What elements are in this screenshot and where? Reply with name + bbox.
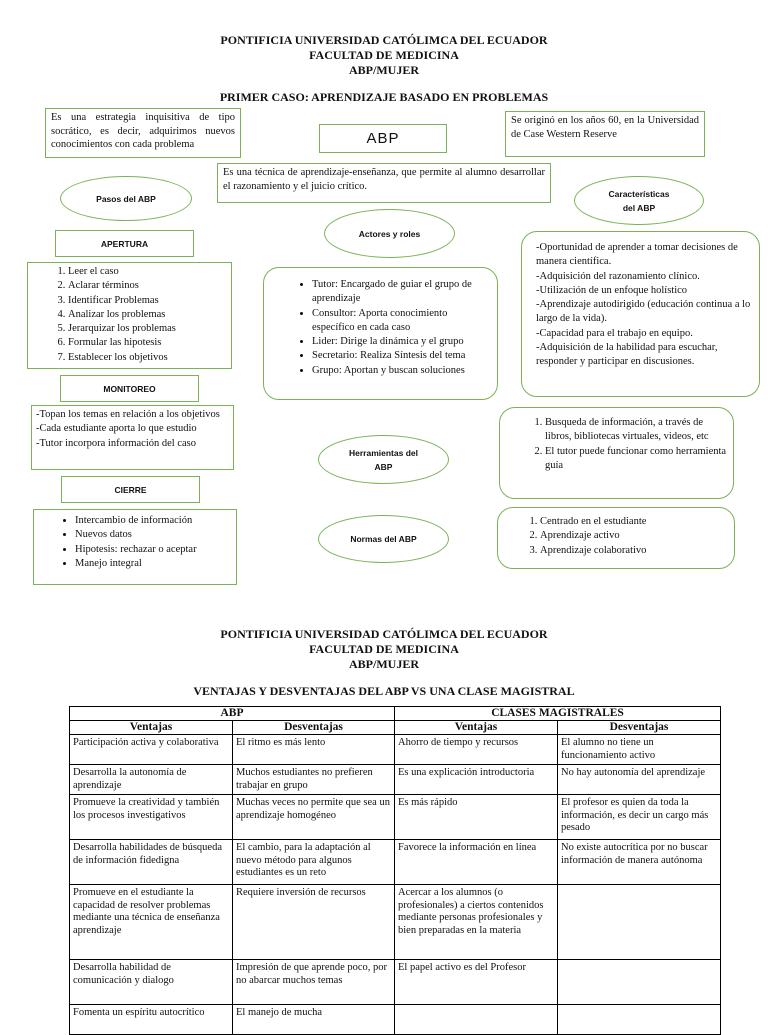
column-header: Desventajas — [558, 721, 721, 735]
table-cell: Desarrolla habilidad de comunicación y dialogo — [70, 960, 233, 1005]
table-cell: El profesor es quien da toda la información, es decir un cargo más pesado — [558, 795, 721, 840]
table-row — [70, 795, 721, 840]
comparison-table — [69, 706, 721, 1035]
caracteristicas-oval — [574, 176, 704, 225]
table-cell: Promueve en el estudiante la capacidad de resolver problemas mediante una técnica de enseñanza aprendizaje — [70, 885, 233, 960]
technique-text: Es una técnica de aprendizaje-enseñanza, que permite al alumno desarrollar el razonamiento y el juicio crítico. — [223, 167, 545, 192]
table-row — [70, 1005, 721, 1035]
table-cell: El papel activo es del Profesor — [395, 960, 558, 1005]
actores-oval-label: Actores y roles — [358, 228, 421, 239]
caracteristica-line: -Adquisición del razonamiento clínico. — [536, 270, 700, 282]
page-title: PRIMER CASO: APRENDIZAJE BASADO EN PROBLEMAS — [219, 90, 549, 104]
origin-box — [505, 111, 705, 157]
table-cell: Es una explicación introductoria — [395, 765, 558, 795]
table-cell: Desarrolla la autonomía de aprendizaje — [70, 765, 233, 795]
list-item: • Hipotesis: rechazar o aceptar — [75, 543, 232, 557]
cierre-label: CIERRE — [114, 484, 147, 495]
university-heading: PONTIFICIA UNIVERSIDAD CATÓLIMCA DEL ECUADOR — [220, 33, 548, 47]
table-group-header — [70, 707, 721, 721]
table-cell: No hay autonomía del aprendizaje — [558, 765, 721, 795]
apertura-list — [68, 265, 227, 365]
monitoreo-line: -Cada estudiante aporta lo que estudio — [36, 423, 197, 435]
list-item: 5. Jerarquizar los problemas — [68, 322, 227, 336]
caracteristica-line: -Utilización de un enfoque holístico — [536, 284, 688, 296]
herramientas-list — [545, 416, 727, 473]
table-column-header — [70, 721, 721, 735]
table-cell — [395, 1005, 558, 1035]
table-row — [70, 765, 721, 795]
pasos-oval-label: Pasos del ABP — [96, 193, 156, 204]
list-item: 1. Leer el caso — [68, 265, 227, 279]
table-cell — [558, 960, 721, 1005]
table-cell: Muchos estudiantes no prefieren trabajar en grupo — [233, 765, 395, 795]
faculty-heading-2: FACULTAD DE MEDICINA — [309, 642, 459, 656]
table-cell: El manejo de mucha — [233, 1005, 395, 1035]
pasos-oval — [60, 176, 192, 221]
cierre-list-box — [33, 509, 237, 585]
course-heading-2: ABP/MUJER — [349, 657, 419, 671]
monitoreo-line: -Tutor incorpora información del caso — [36, 437, 196, 449]
abp-center-box — [319, 124, 447, 153]
technique-box — [217, 163, 551, 203]
caracteristica-line: -Adquisición de la habilidad para escuchar, responder y participar en discusiones. — [536, 342, 718, 368]
table-cell: Ahorro de tiempo y recursos — [395, 735, 558, 765]
list-item: • Tutor: Encargado de guiar el grupo de aprendizaje — [312, 278, 489, 307]
monitoreo-box — [31, 405, 234, 470]
list-item: • Lider: Dirige la dinámica y el grupo — [312, 335, 489, 349]
table-cell: Promueve la creatividad y también los procesos investigativos — [70, 795, 233, 840]
apertura-label: APERTURA — [100, 238, 149, 249]
list-item: 3. Aprendizaje colaborativo — [540, 544, 728, 558]
actores-list — [312, 278, 489, 378]
table-cell: Requiere inversión de recursos — [233, 885, 395, 960]
apertura-label-box — [55, 230, 194, 257]
list-item: 1. Centrado en el estudiante — [540, 515, 728, 529]
list-item: 7. Establecer los objetivos — [68, 351, 227, 365]
caracteristicas-oval-label: Características del ABP — [608, 188, 670, 213]
apertura-list-box — [27, 262, 232, 369]
list-item: • Nuevos datos — [75, 528, 232, 542]
table-row — [70, 960, 721, 1005]
list-item: 2. El tutor puede funcionar como herramienta guía — [545, 445, 727, 474]
cierre-list — [75, 514, 232, 571]
table-cell: Favorece la información en línea — [395, 840, 558, 885]
normas-oval-label: Normas del ABP — [350, 534, 417, 544]
caracteristica-line: -Capacidad para el trabajo en equipo. — [536, 327, 693, 339]
caracteristica-line: -Oportunidad de aprender a tomar decisiones de manera científica. — [536, 242, 738, 268]
normas-oval — [318, 515, 449, 563]
table-cell: Acercar a los alumnos (o profesionales) a ciertos contenidos mediante personas profesionales y bien preparadas en la materia — [395, 885, 558, 960]
column-header: Desventajas — [233, 721, 395, 735]
table-cell: El cambio, para la adaptación al nuevo método para algunos estudiantes es un reto — [233, 840, 395, 885]
list-item: • Secretario: Realiza Síntesis del tema — [312, 349, 489, 363]
list-item: • Consultor: Aporta conocimiento específico en cada caso — [312, 307, 489, 336]
table-cell: Muchas veces no permite que sea un aprendizaje homogéneo — [233, 795, 395, 840]
group-header-abp: ABP — [70, 707, 395, 721]
university-heading-2: PONTIFICIA UNIVERSIDAD CATÓLIMCA DEL ECUADOR — [220, 627, 548, 641]
table-row — [70, 840, 721, 885]
faculty-heading: FACULTAD DE MEDICINA — [309, 48, 459, 62]
table-cell: Es más rápido — [395, 795, 558, 840]
list-item: 4. Analizar los problemas — [68, 308, 227, 322]
actores-oval — [324, 209, 455, 258]
list-item: • Manejo integral — [75, 557, 232, 571]
table-cell: Desarrolla habilidades de búsqueda de información fidedigna — [70, 840, 233, 885]
table-row — [70, 735, 721, 765]
column-header: Ventajas — [395, 721, 558, 735]
list-item: 2. Aprendizaje activo — [540, 529, 728, 543]
column-header: Ventajas — [70, 721, 233, 735]
table-cell — [558, 885, 721, 960]
origin-text: Se originó en los años 60, en la Universidad de Case Western Reserve — [511, 115, 699, 140]
list-item: 2. Aclarar términos — [68, 279, 227, 293]
normas-list — [540, 515, 728, 558]
table-cell: No existe autocrítica por no buscar información de manera autónoma — [558, 840, 721, 885]
table-cell: El alumno no tiene un funcionamiento activo — [558, 735, 721, 765]
abp-center-label: ABP — [366, 130, 400, 147]
monitoreo-line: -Topan los temas en relación a los objetivos — [36, 409, 220, 420]
herramientas-box — [499, 407, 734, 499]
cierre-label-box — [61, 476, 200, 503]
table-cell: Participación activa y colaborativa — [70, 735, 233, 765]
strategy-box — [45, 108, 241, 158]
list-item: • Intercambio de información — [75, 514, 232, 528]
actores-list-box — [263, 267, 498, 400]
list-item: 3. Identificar Problemas — [68, 294, 227, 308]
table-cell: Impresión de que aprende poco, por no abarcar muchos temas — [233, 960, 395, 1005]
page-title-2: VENTAJAS Y DESVENTAJAS DEL ABP VS UNA CLASE MAGISTRAL — [193, 684, 575, 698]
caracteristicas-box — [521, 231, 760, 397]
list-item: 1. Busqueda de información, a través de libros, bibliotecas virtuales, videos, etc — [545, 416, 727, 445]
table-row — [70, 885, 721, 960]
group-header-clases: CLASES MAGISTRALES — [395, 707, 721, 721]
table-cell — [558, 1005, 721, 1035]
monitoreo-label: MONITOREO — [103, 383, 156, 394]
normas-box — [497, 507, 735, 569]
course-heading: ABP/MUJER — [349, 63, 419, 77]
monitoreo-label-box — [60, 375, 199, 402]
caracteristica-line: -Aprendizaje autodirigido (educación continua a lo largo de la vida). — [536, 299, 751, 325]
herramientas-oval-label: Herramientas del ABP — [349, 447, 418, 472]
herramientas-oval — [318, 435, 449, 484]
list-item: • Grupo: Aportan y buscan soluciones — [312, 364, 489, 378]
strategy-text: Es una estrategia inquisitiva de tipo socrático, es decir, adquirimos nuevos conocimientos con cada problema — [51, 112, 235, 150]
list-item: 6. Formular las hipotesis — [68, 336, 227, 350]
table-cell: El ritmo es más lento — [233, 735, 395, 765]
table-cell: Fomenta un espíritu autocrítico — [70, 1005, 233, 1035]
